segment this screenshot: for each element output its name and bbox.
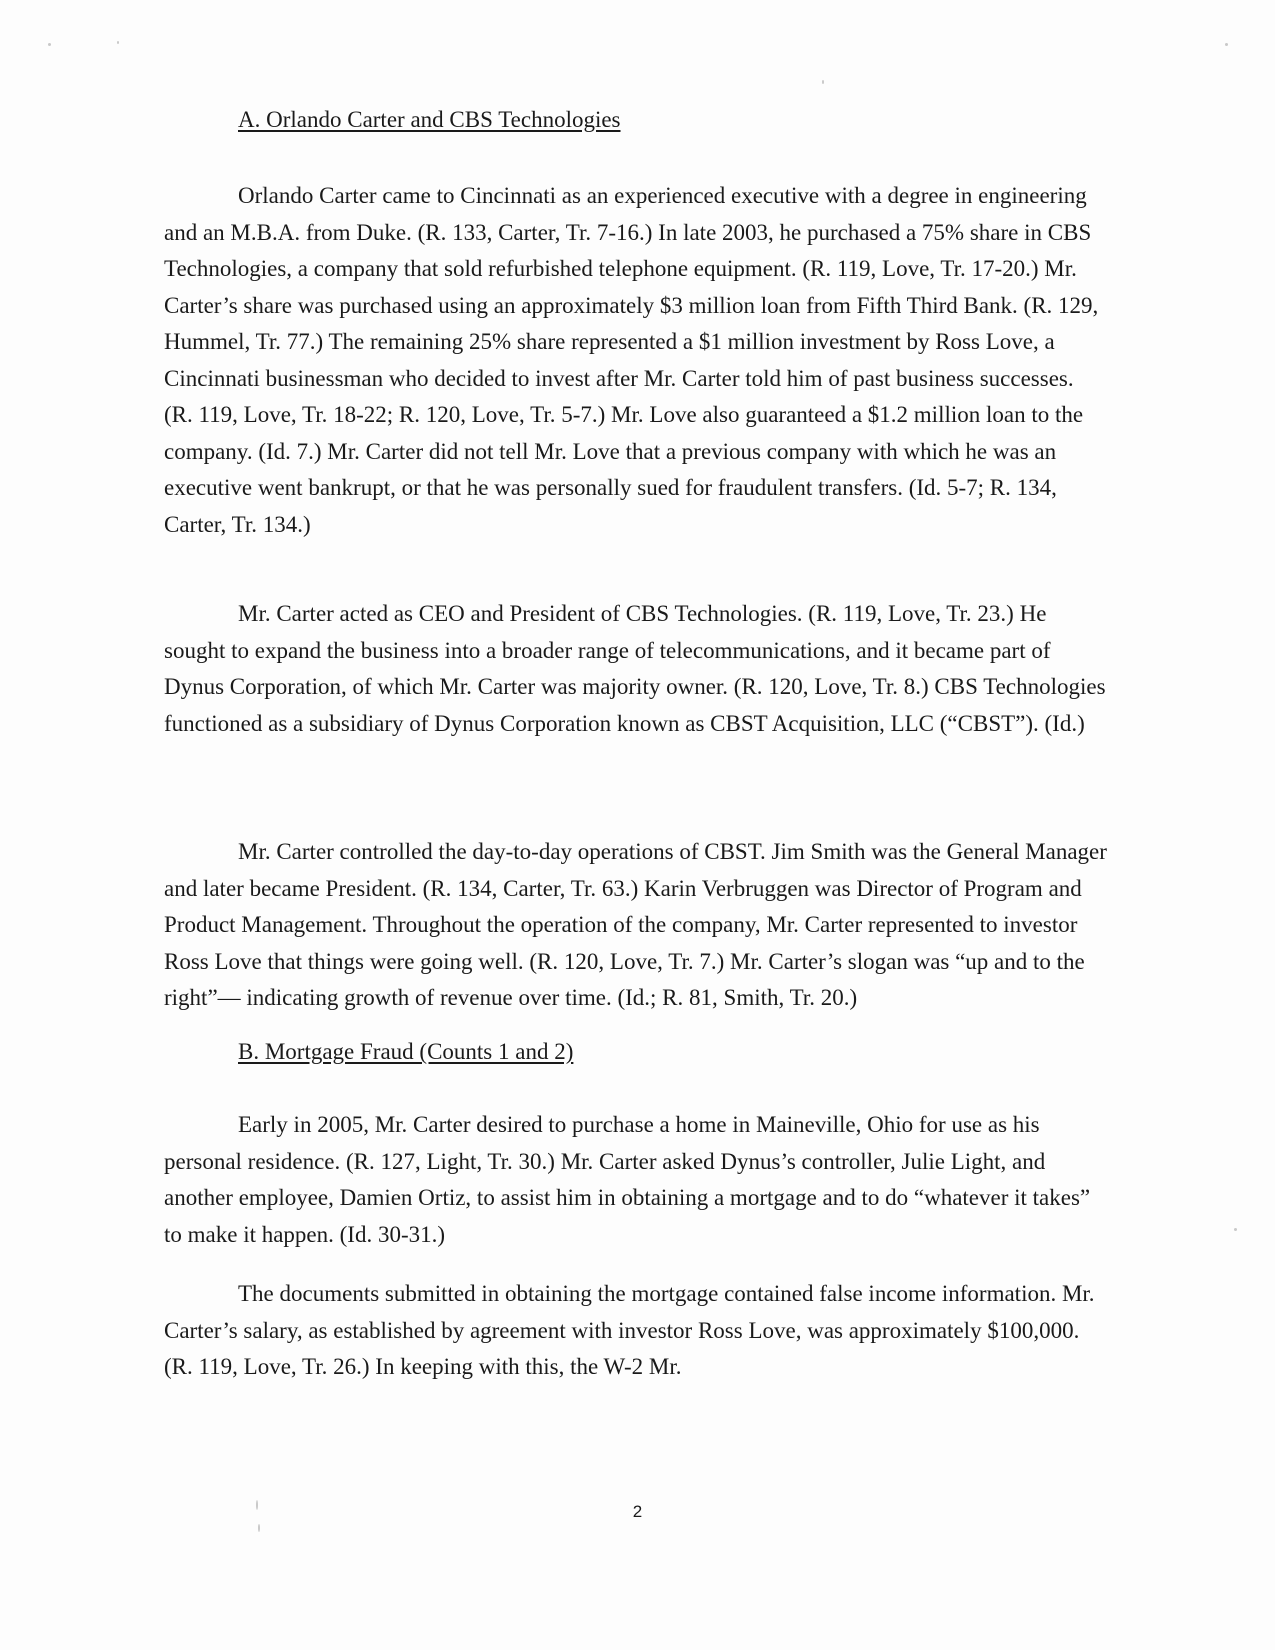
- page-number: 2: [632, 1502, 643, 1521]
- scan-speck: [1225, 43, 1228, 46]
- paragraph: Early in 2005, Mr. Carter desired to purchase a home in Maineville, Ohio for use as his personal residence. (R. 127, Light, Tr. 30.) Mr. Carter asked Dynus’s controller, Julie Light, and another employee, Damien Ortiz, to assist him in obtaining a mortgage and to do “whatever it takes” to make it happen. (Id. 30-31.): [164, 1112, 1091, 1247]
- paragraph: The documents submitted in obtaining the mortgage contained false income information. Mr. Carter’s salary, as established by agreement with investor Ross Love, was approximately $100,000. (R. 119, Love, Tr. 26.) In keeping with this, the W-2 Mr.: [164, 1281, 1095, 1379]
- scan-speck: [1234, 1228, 1237, 1231]
- paragraph: Mr. Carter acted as CEO and President of CBS Technologies. (R. 119, Love, Tr. 23.) He sought to expand the business into a broader range of telecommunications, and it became part of Dynus Corporation, of which Mr. Carter was majority owner. (R. 120, Love, Tr. 8.) CBS Technologies functioned as a subsidiary of Dynus Corporation known as CBST Acquisition, LLC (“CBST”). (Id.): [164, 601, 1106, 736]
- scan-speck: [48, 43, 51, 46]
- scan-speck: [822, 80, 824, 84]
- paragraph: Orlando Carter came to Cincinnati as an experienced executive with a degree in engineering and an M.B.A. from Duke. (R. 133, Carter, Tr. 7-16.) In late 2003, he purchased a 75% share in CBS Technologies, a company that sold refurbished telephone equipment. (R. 119, Love, Tr. 17-20.) Mr. Carter’s share was purchased using an approximately $3 million loan from Fifth Third Bank. (R. 129, Hummel, Tr. 77.) The remaining 25% share represented a $1 million investment by Ross Love, a Cincinnati businessman who decided to invest after Mr. Carter told him of past business successes. (R. 119, Love, Tr. 18-22; R. 120, Love, Tr. 5-7.) Mr. Love also guaranteed a $1.2 million loan to the company. (Id. 7.) Mr. Carter did not tell Mr. Love that a previous company with which he was an executive went bankrupt, or that he was personally sued for fraudulent transfers. (Id. 5-7; R. 134, Carter, Tr. 134.): [164, 183, 1099, 537]
- section-heading-a: A. Orlando Carter and CBS Technologies: [238, 107, 621, 132]
- scan-speck: [258, 1524, 260, 1532]
- scan-speck: [117, 41, 119, 44]
- section-heading-b: B. Mortgage Fraud (Counts 1 and 2): [238, 1039, 574, 1064]
- paragraph: Mr. Carter controlled the day-to-day operations of CBST. Jim Smith was the General Manager and later became President. (R. 134, Carter, Tr. 63.) Karin Verbruggen was Director of Program and Product Management. Throughout the operation of the company, Mr. Carter represented to investor Ross Love that things were going well. (R. 120, Love, Tr. 7.) Mr. Carter’s slogan was “up and to the right”— indicating growth of revenue over time. (Id.; R. 81, Smith, Tr. 20.): [164, 839, 1107, 1010]
